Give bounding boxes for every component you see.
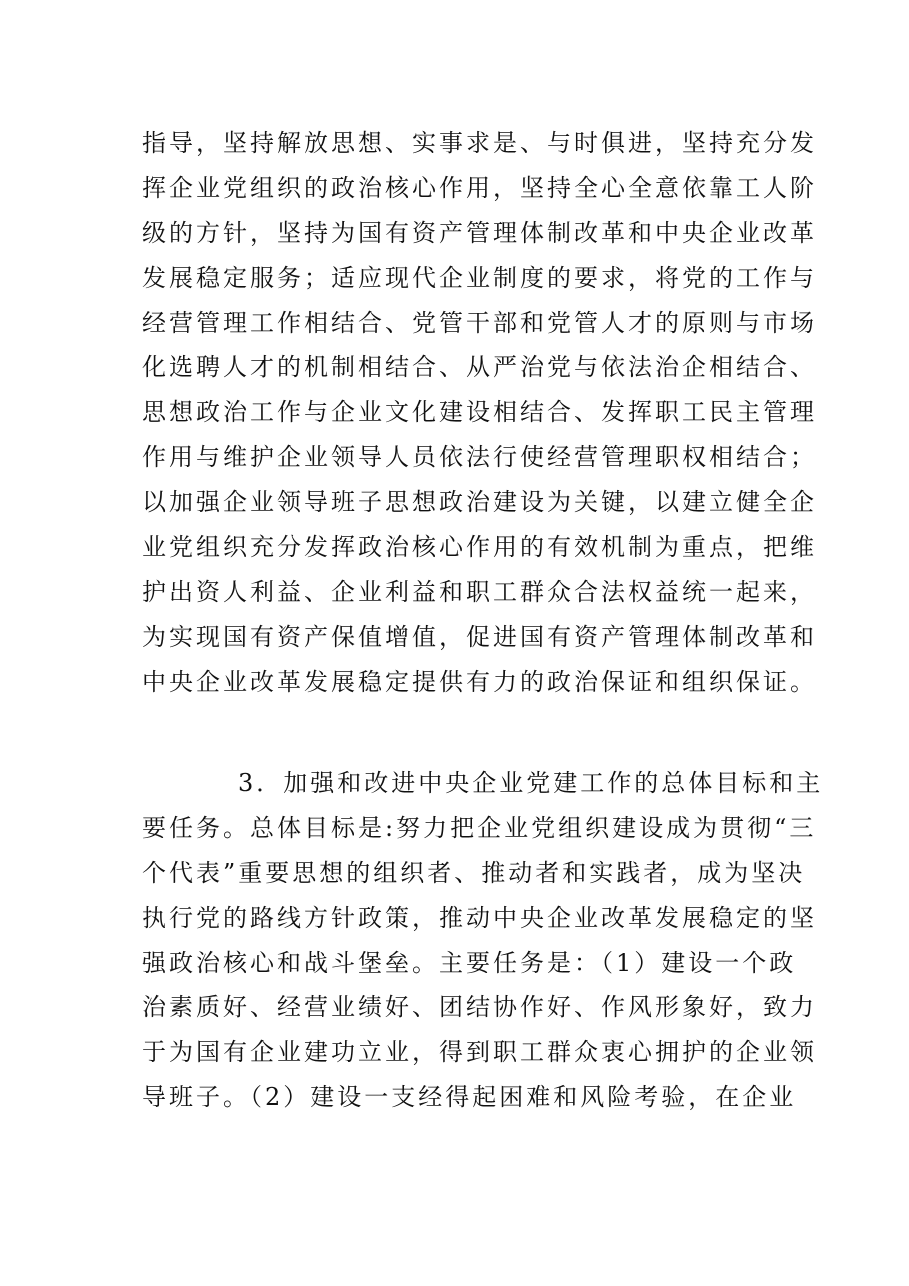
text-line: 治素质好、经营业绩好、团结协作好、作风形象好，致力	[142, 993, 817, 1022]
text-line: 护出资人利益、企业利益和职工群众合法权益统一起来，	[142, 577, 817, 606]
text-line: 级的方针，坚持为国有资产管理体制改革和中央企业改革	[142, 218, 817, 247]
text-line: 化选聘人才的机制相结合、从严治党与依法治企相结合、	[142, 353, 817, 382]
text-line: 以加强企业领导班子思想政治建设为关键，以建立健全企	[142, 488, 817, 517]
text-line: 中央企业改革发展稳定提供有力的政治保证和组织保证。	[142, 667, 817, 696]
text-line: 强政治核心和战斗堡垒。主要任务是：（1）建设一个政	[142, 948, 797, 977]
paragraph-guiding-principles	[142, 121, 817, 705]
text-line: 发展稳定服务；适应现代企业制度的要求，将党的工作与	[142, 263, 817, 292]
text-line: 指导，坚持解放思想、实事求是、与时俱进，坚持充分发	[142, 129, 817, 157]
paragraph-goals-and-tasks	[142, 761, 824, 1120]
text-line: 于为国有企业建功立业，得到职工群众衷心拥护的企业领	[142, 1038, 817, 1067]
text-line: 挥企业党组织的政治核心作用，坚持全心全意依靠工人阶	[142, 173, 817, 202]
text-line: 业党组织充分发挥政治核心作用的有效机制为重点，把维	[142, 533, 817, 562]
text-line: 执行党的路线方针政策，推动中央企业改革发展稳定的坚	[142, 903, 817, 932]
text-line: 作用与维护企业领导人员依法行使经营管理职权相结合；	[142, 443, 817, 472]
text-line: 经营管理工作相结合、党管干部和党管人才的原则与市场	[142, 308, 817, 337]
text-line: 要任务。总体目标是:努力把企业党组织建设成为贯彻“三	[142, 813, 817, 842]
text-line: 导班子。（2）建设一支经得起困难和风险考验，在企业	[142, 1083, 797, 1112]
text-line-indented: 3．加强和改进中央企业党建工作的总体目标和主	[238, 769, 824, 797]
text-line: 思想政治工作与企业文化建设相结合、发挥职工民主管理	[142, 398, 817, 427]
text-line: 为实现国有资产保值增值，促进国有资产管理体制改革和	[142, 622, 817, 651]
text-line: 个代表”重要思想的组织者、推动者和实践者，成为坚决	[142, 858, 806, 887]
